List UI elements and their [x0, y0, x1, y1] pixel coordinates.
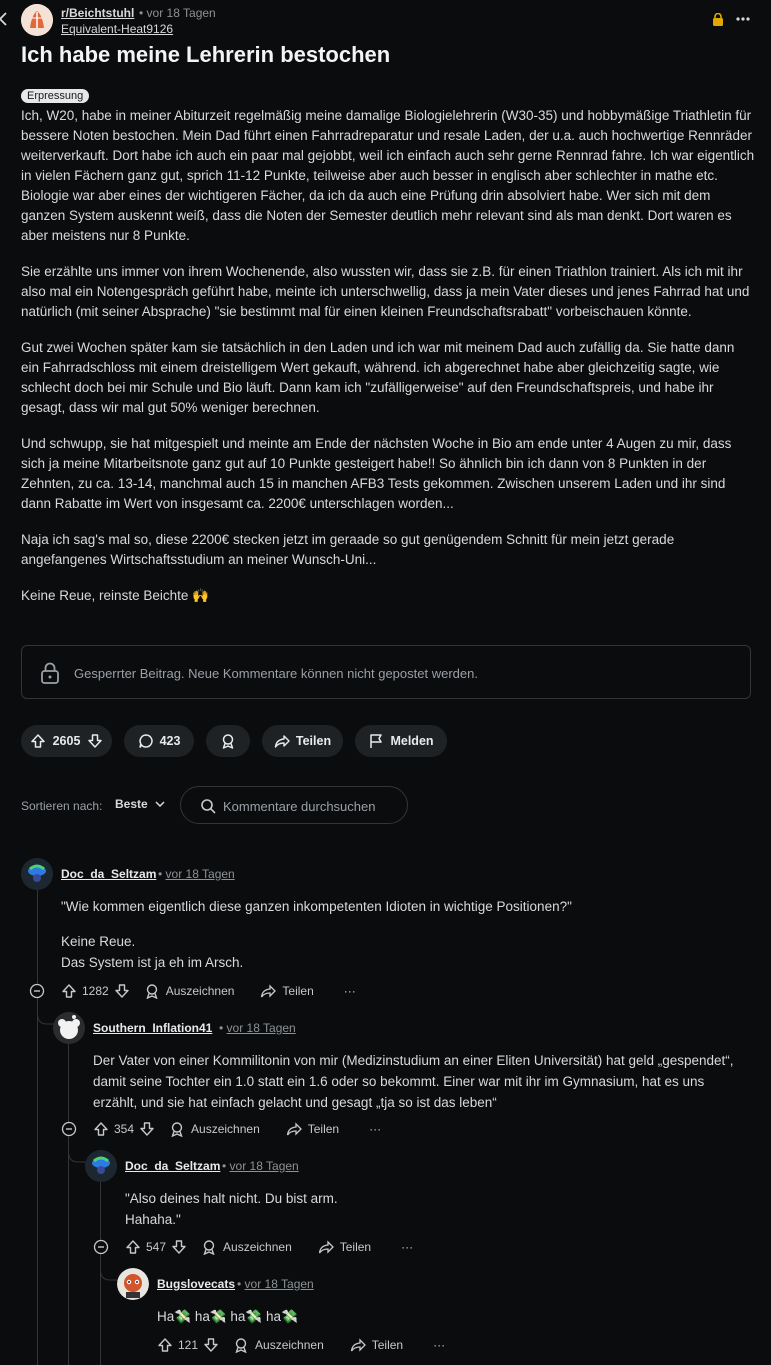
comment-spacer	[61, 917, 741, 931]
comment-avatar[interactable]	[85, 1150, 117, 1182]
comment-avatar[interactable]	[117, 1268, 149, 1300]
more-options-icon[interactable]: ···	[401, 1240, 414, 1254]
thread-line	[37, 890, 38, 1365]
award-button[interactable]	[144, 983, 235, 999]
post-paragraph: Naja ich sag's mal so, diese 2200€ stecken jetzt im geraade so gut genügendem Schnitt für mein jetzt gerade angefangenes Wirtschaftsstudium an meiner Wunsch-Uni...	[21, 532, 675, 567]
locked-notice	[21, 645, 751, 699]
sort-dropdown[interactable]	[115, 797, 165, 811]
collapse-icon[interactable]	[93, 1239, 109, 1255]
post-paragraph: Keine Reue, reinste Beichte 🙌	[21, 588, 209, 603]
post-paragraph: Und schwupp, sie hat mitgespielt und meinte am Ende der nächsten Woche in Bio am ende unter 4 Augen zu mir, dass sich ja meine Mitarbeitsnote ganz gut auf 10 Punkte gesteigert habe!! So ähnlich bin ich dann von 8 Punkten in der Zehnten, zu ca. 13-14, manchmal auch 15 in manchen AFB3 Tests gekommen. Zwischen unserem Laden und ihr sind dann Rabatte im Wert von insgesamt ca. 2200€ unterschlagen worden...	[21, 436, 732, 511]
search-placeholder: Kommentare durchsuchen	[223, 799, 376, 814]
post-body	[21, 106, 756, 622]
upvote-icon[interactable]	[61, 983, 77, 999]
share-icon	[318, 1239, 334, 1255]
award-icon	[220, 733, 236, 749]
award-icon	[169, 1121, 185, 1137]
comment-votes: 354	[114, 1122, 135, 1136]
share-label: Teilen	[295, 734, 332, 748]
sort-value: Beste	[115, 797, 148, 811]
share-label: Teilen	[339, 1240, 372, 1254]
award-icon	[144, 983, 160, 999]
comment-votes: 121	[178, 1338, 199, 1352]
report-label: Melden	[390, 734, 434, 748]
comment-author[interactable]: Doc_da_Seltzam	[61, 867, 157, 881]
downvote-icon[interactable]	[139, 1121, 155, 1137]
comment-body	[93, 1050, 743, 1113]
award-button[interactable]	[201, 1239, 292, 1255]
upvote-icon[interactable]	[125, 1239, 141, 1255]
comments-button[interactable]	[124, 725, 194, 757]
back-arrow-icon[interactable]	[0, 12, 8, 26]
more-options-icon[interactable]: ···	[343, 984, 356, 998]
comment-actions	[157, 1337, 445, 1353]
award-icon	[233, 1337, 249, 1353]
share-icon	[274, 733, 290, 749]
flag-icon	[368, 733, 384, 749]
comment-avatar[interactable]	[21, 858, 53, 890]
share-icon	[260, 983, 276, 999]
collapse-icon[interactable]	[29, 983, 45, 999]
post-author[interactable]: Equivalent-Heat9126	[61, 22, 174, 36]
vote-count: 2605	[52, 734, 81, 748]
upvote-icon[interactable]	[157, 1337, 173, 1353]
award-label: Auszeichnen	[165, 984, 235, 998]
comment-count: 423	[159, 734, 181, 748]
comment-avatar[interactable]	[53, 1012, 85, 1044]
share-button[interactable]	[286, 1121, 339, 1137]
share-label: Teilen	[307, 1122, 340, 1136]
padlock-icon	[40, 662, 60, 684]
comment-body	[61, 896, 741, 973]
comment-line: "Wie kommen eigentlich diese ganzen inkompetenten Idioten in wichtige Positionen?"	[61, 899, 572, 914]
award-label: Auszeichnen	[255, 1338, 324, 1352]
comment-line: Keine Reue.	[61, 934, 136, 949]
comment-line: Der Vater von einer Kommilitonin von mir (Medizinstudium an einer Eliten Universität) hat geld „gespendet“, damit seine Tochter ein 1.0 statt ein 1.6 oder so bekommt. Einer war mit ihr im Gymnasium, hat es uns erzählt, und sie hat einfach gelacht und gesagt „tja so ist das leben“	[93, 1053, 734, 1110]
share-button[interactable]	[318, 1239, 371, 1255]
award-label: Auszeichnen	[191, 1122, 260, 1136]
comment-body	[157, 1306, 737, 1327]
sort-label: Sortieren nach:	[21, 799, 103, 813]
share-button[interactable]	[350, 1337, 403, 1353]
share-icon	[286, 1121, 302, 1137]
comment-time: • vor 18 Tagen	[222, 1159, 299, 1173]
comment-line: "Also deines halt nicht. Du bist arm.	[125, 1191, 338, 1206]
comment-time: • vor 18 Tagen	[219, 1021, 296, 1035]
award-button[interactable]	[233, 1337, 324, 1353]
comment-body	[125, 1188, 725, 1230]
locked-text: Gesperrter Beitrag. Neue Kommentare können nicht gepostet werden.	[74, 666, 478, 681]
award-button[interactable]	[206, 725, 250, 757]
share-button[interactable]	[260, 983, 313, 999]
comment-search[interactable]	[180, 786, 408, 824]
share-icon	[350, 1337, 366, 1353]
comment-actions	[61, 983, 356, 999]
lock-icon	[712, 13, 724, 26]
comment-author[interactable]: Southern_Inflation41	[93, 1021, 213, 1035]
award-label: Auszeichnen	[223, 1240, 292, 1254]
post-paragraph: Ich, W20, habe in meiner Abiturzeit regelmäßig meine damalige Biologielehrerin (W30-35) und hobbymäßige Triathletin für bessere Noten bestochen. Mein Dad führt einen Fahrradreparatur und resale Laden, der u.a. auch hochwertige Rennräder weiterverkauft. Dort habe ich auch ein paar mal gejobbt, weil ich einfach auch sehr gerne Rennrad fahre. Ich war eigentlich in vielen Fächern ganz gut, sprich 11-12 Punkte, teilweise aber auch besser in englisch aber schlechter in mathe etc. Biologie war aber eines der wichtigeren Fächer, da ich da auch eine Prüfung drin absolviert habe. Wer sich mit dem ganzen System auskennt weiß, dass die Noten der Semester deutlich mehr relevant sind als man denkt. Dort waren es aber meistens nur 8 Punkte.	[21, 108, 755, 243]
post-paragraph: Sie erzählte uns immer von ihrem Wochenende, also wussten wir, dass sie z.B. für einen Triathlon trainiert. Als ich mit ihr also mal ein Notengespräch geführt habe, meinte ich unterschwellig, dass ja mein Vater dieses und jenes Fahrrad hat und natürlich (mit seiner Absprache) "sie bestimmt mal für einen kleinen Freundschaftsrabatt" vorbeischauen könnte.	[21, 264, 750, 319]
comment-author[interactable]: Doc_da_Seltzam	[125, 1159, 221, 1173]
comment-actions	[125, 1239, 413, 1255]
comment-actions	[93, 1121, 381, 1137]
subreddit-name[interactable]: r/Beichtstuhl	[61, 6, 135, 20]
share-label: Teilen	[371, 1338, 404, 1352]
collapse-icon[interactable]	[61, 1121, 77, 1137]
downvote-icon[interactable]	[203, 1337, 219, 1353]
vote-control	[21, 725, 112, 757]
subreddit-avatar[interactable]	[21, 4, 53, 36]
upvote-icon[interactable]	[93, 1121, 109, 1137]
thread-line	[68, 1044, 69, 1365]
comment-icon	[138, 733, 154, 749]
report-button[interactable]	[355, 725, 447, 757]
post-flair[interactable]: Erpressung	[21, 89, 89, 103]
award-button[interactable]	[169, 1121, 260, 1137]
post-title: Ich habe meine Lehrerin bestochen	[21, 42, 391, 67]
more-options-icon[interactable]: ···	[369, 1122, 382, 1136]
upvote-icon[interactable]	[30, 733, 46, 749]
comment-line: Das System ist ja eh im Arsch.	[61, 955, 244, 970]
share-button[interactable]	[262, 725, 343, 757]
comment-line: Ha💸 ha💸 ha💸 ha💸	[157, 1309, 298, 1324]
downvote-icon[interactable]	[171, 1239, 187, 1255]
search-icon	[200, 798, 216, 814]
comment-line: Hahaha."	[125, 1212, 181, 1227]
share-label: Teilen	[282, 984, 314, 998]
downvote-icon[interactable]	[114, 983, 130, 999]
comment-votes: 547	[146, 1240, 167, 1254]
more-options-icon[interactable]	[736, 17, 750, 21]
more-options-icon[interactable]: ···	[433, 1338, 446, 1352]
comment-votes: 1282	[82, 984, 109, 998]
downvote-icon[interactable]	[87, 733, 103, 749]
award-icon	[201, 1239, 217, 1255]
post-time: • vor 18 Tagen	[139, 6, 216, 20]
chevron-down-icon	[155, 801, 165, 807]
post-paragraph: Gut zwei Wochen später kam sie tatsächlich in den Laden und ich war mit meinem Dad auch zufällig da. Sie hatte dann ein Fahrradschloss mit einem dreistelligem Wert gekauft, während. ich abgerechnet habe aber gleichzeitig sagte, wie schlecht doch bei mir Schule und Bio läuft. Dann kam ich "zufälligerweise" auf den Freundschaftspreis, und habe ihr gesagt, dass wir mal gut 50% weniger berechnen.	[21, 340, 735, 415]
comment-time: • vor 18 Tagen	[158, 867, 235, 881]
comment-time: • vor 18 Tagen	[237, 1277, 314, 1291]
comment-author[interactable]: Bugslovecats	[157, 1277, 236, 1291]
